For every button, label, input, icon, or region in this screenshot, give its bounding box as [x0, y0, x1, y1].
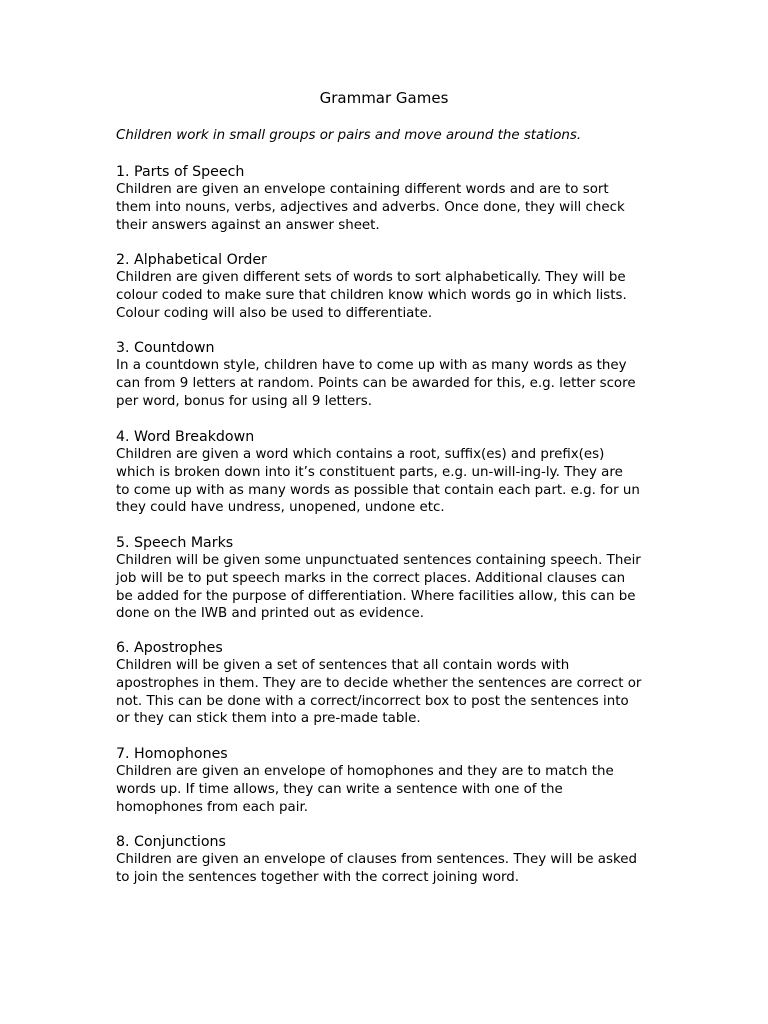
section-line: colour coded to make sure that children know which words go in which lists.: [116, 287, 627, 303]
section-line: or they can stick them into a pre-made table.: [116, 711, 421, 727]
section-line: job will be to put speech marks in the correct places. Additional clauses can: [116, 570, 626, 586]
section-parts-of-speech: [116, 163, 676, 234]
section-heading: 3. Countdown: [116, 340, 215, 356]
section-line: Children will be given some unpunctuated sentences containing speech. Their: [116, 553, 641, 568]
section-line: homophones from each pair.: [116, 799, 308, 815]
section-line: their answers against an answer sheet.: [116, 217, 380, 233]
section-line: Children will be given a set of sentences that all contain words with: [116, 658, 570, 673]
section-heading: 1. Parts of Speech: [116, 164, 245, 180]
section-alphabetical-order: [116, 251, 676, 322]
section-heading: 7. Homophones: [116, 746, 228, 762]
section-apostrophes: [116, 639, 676, 728]
section-line: Children are given an envelope of homophones and they are to match the: [116, 764, 614, 779]
section-word-breakdown: [116, 428, 676, 517]
section-heading: 5. Speech Marks: [116, 535, 234, 551]
section-line: done on the IWB and printed out as evidence.: [116, 606, 424, 622]
section-line: be added for the purpose of differentiation. Where facilities allow, this can be: [116, 588, 636, 604]
section-heading: 4. Word Breakdown: [116, 429, 255, 445]
section-heading: 2. Alphabetical Order: [116, 252, 267, 268]
section-line: can from 9 letters at random. Points can be awarded for this, e.g. letter score: [116, 375, 636, 391]
section-line: per word, bonus for using all 9 letters.: [116, 393, 373, 409]
section-heading: 8. Conjunctions: [116, 834, 226, 850]
section-line: In a countdown style, children have to come up with as many words as they: [116, 358, 627, 373]
section-line: apostrophes in them. They are to decide whether the sentences are correct or: [116, 675, 642, 691]
section-line: words up. If time allows, they can write a sentence with one of the: [116, 781, 563, 797]
section-homophones: [116, 745, 676, 816]
section-line: Colour coding will also be used to differentiate.: [116, 305, 433, 321]
section-conjunctions: [116, 833, 676, 887]
section-heading: 6. Apostrophes: [116, 640, 223, 656]
section-line: Children are given an envelope containing different words and are to sort: [116, 182, 609, 197]
section-line: Children are given different sets of words to sort alphabetically. They will be: [116, 270, 626, 285]
section-line: which is broken down into it’s constituent parts, e.g. un-will-ing-ly. They are: [116, 464, 623, 480]
section-speech-marks: [116, 534, 676, 623]
section-line: they could have undress, unopened, undone etc.: [116, 500, 445, 516]
page-title: Grammar Games: [319, 89, 449, 107]
section-line: them into nouns, verbs, adjectives and adverbs. Once done, they will check: [116, 199, 625, 215]
section-countdown: [116, 339, 676, 410]
section-line: Children are given a word which contains a root, suffix(es) and prefix(es): [116, 447, 605, 462]
intro-text: Children work in small groups or pairs and move around the stations.: [116, 128, 582, 143]
section-line: not. This can be done with a correct/incorrect box to post the sentences into: [116, 693, 629, 709]
section-line: to join the sentences together with the correct joining word.: [116, 869, 520, 885]
section-line: to come up with as many words as possible that contain each part. e.g. for un: [116, 482, 640, 498]
section-line: Children are given an envelope of clauses from sentences. They will be asked: [116, 852, 637, 867]
